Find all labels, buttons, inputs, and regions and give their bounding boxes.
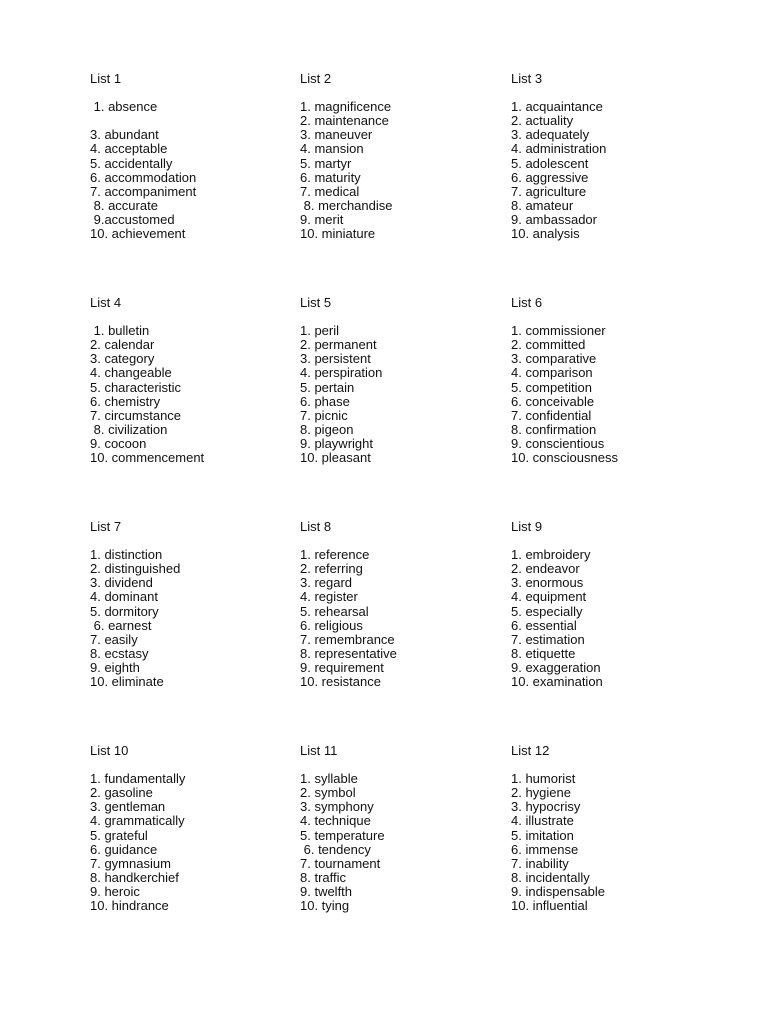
list-item: 1. acquaintance <box>511 99 603 115</box>
list-item: 10. miniature <box>300 226 376 242</box>
list-item: 7. gymnasium <box>90 855 171 871</box>
list-item: 1. embroidery <box>511 547 591 563</box>
list-item: 9. eighth <box>90 659 140 675</box>
list-item: 2. gasoline <box>90 785 153 801</box>
list-item: 10. consciousness <box>511 450 618 466</box>
list-item: 6. religious <box>300 617 363 633</box>
list-item: 5. martyr <box>300 155 352 171</box>
list-item: 5. temperature <box>300 827 385 843</box>
list-item: 9. cocoon <box>90 435 147 451</box>
list-item: 6. maturity <box>300 169 361 185</box>
list-item: 3. symphony <box>300 799 374 815</box>
list-item: 9. requirement <box>300 659 384 675</box>
list-item: 1. bulletin <box>90 323 150 339</box>
list-item: 4. technique <box>300 813 371 829</box>
list-item: 4. mansion <box>300 141 364 157</box>
list-item: 9. merit <box>300 211 344 227</box>
list-item: 8. accurate <box>90 197 158 213</box>
list-item: 6. immense <box>511 841 579 857</box>
list-item: 5. pertain <box>300 379 355 395</box>
list-block-6 <box>511 296 711 465</box>
list-item: 6. tendency <box>300 841 371 857</box>
spacer <box>300 758 500 772</box>
list-item: 6. conceivable <box>511 393 595 409</box>
list-item: 8. merchandise <box>300 197 393 213</box>
list-item: 1. fundamentally <box>90 771 186 787</box>
spacer <box>511 534 711 548</box>
list-item: 2. symbol <box>300 785 356 801</box>
list-title: List 1 <box>90 71 122 86</box>
list-block-3 <box>511 72 711 241</box>
list-title: List 11 <box>300 743 338 758</box>
list-block-2 <box>300 72 500 241</box>
list-item: 4. dominant <box>90 589 158 605</box>
spacer <box>511 758 711 772</box>
list-item: 4. illustrate <box>511 813 574 829</box>
list-item: 8. representative <box>300 645 397 661</box>
list-block-5 <box>300 296 500 465</box>
list-item: 1. commissioner <box>511 323 606 339</box>
list-title: List 4 <box>90 295 122 310</box>
list-block-9 <box>511 520 711 689</box>
list-title: List 9 <box>511 519 543 534</box>
list-item: 5. adolescent <box>511 155 589 171</box>
list-item: 1. reference <box>300 547 370 563</box>
list-item: 6. phase <box>300 393 350 409</box>
list-item: 3. regard <box>300 575 353 591</box>
list-item: 6. aggressive <box>511 169 589 185</box>
list-item: 3. dividend <box>90 575 153 591</box>
list-item: 3. enormous <box>511 575 584 591</box>
list-item: 8. incidentally <box>511 869 590 885</box>
list-item: 6. accommodation <box>90 169 197 185</box>
list-item: 3. gentleman <box>90 799 166 815</box>
list-item: 8. etiquette <box>511 645 576 661</box>
list-item: 9. playwright <box>300 435 373 451</box>
list-item: 2. hygiene <box>511 785 571 801</box>
list-item: 5. rehearsal <box>300 603 369 619</box>
list-item: 1. absence <box>90 99 158 115</box>
list-item: 9. conscientious <box>511 435 605 451</box>
list-title: List 6 <box>511 295 543 310</box>
list-block-11 <box>300 744 500 913</box>
list-item: 2. endeavor <box>511 561 580 577</box>
list-item: 8. traffic <box>300 869 347 885</box>
list-item: 7. circumstance <box>90 407 182 423</box>
list-item: 3. comparative <box>511 351 597 367</box>
list-item: 2. maintenance <box>300 113 389 129</box>
list-item: 3. persistent <box>300 351 371 367</box>
list-item: 1. magnificence <box>300 99 392 115</box>
list-title: List 7 <box>90 519 122 534</box>
list-item: 2. distinguished <box>90 561 181 577</box>
list-item: 7. picnic <box>300 407 348 423</box>
list-item: 8. amateur <box>511 197 574 213</box>
list-item: 7. medical <box>300 183 360 199</box>
list-item: 6. chemistry <box>90 393 161 409</box>
list-item: 9. indispensable <box>511 883 605 899</box>
list-item: 1. humorist <box>511 771 576 787</box>
spacer <box>90 310 290 324</box>
list-item: 5. dormitory <box>90 603 159 619</box>
list-item: 4. comparison <box>511 365 593 381</box>
list-item: 8. pigeon <box>300 421 354 437</box>
list-item: 7. estimation <box>511 631 585 647</box>
list-block-12 <box>511 744 711 913</box>
spacer <box>90 534 290 548</box>
list-item: 4. equipment <box>511 589 587 605</box>
list-item: 6. earnest <box>90 617 152 633</box>
list-block-7 <box>90 520 290 689</box>
list-item: 10. eliminate <box>90 674 164 690</box>
list-item: 4. acceptable <box>90 141 168 157</box>
list-item: 5. competition <box>511 379 592 395</box>
list-item: 7. inability <box>511 855 569 871</box>
list-title: List 12 <box>511 743 550 758</box>
list-item: 10. pleasant <box>300 450 371 466</box>
spacer <box>300 86 500 100</box>
list-item: 4. perspiration <box>300 365 383 381</box>
list-item: 10. examination <box>511 674 603 690</box>
list-item: 3. category <box>90 351 155 367</box>
spacer <box>511 310 711 324</box>
list-item: 2. actuality <box>511 113 574 129</box>
list-item: 5. characteristic <box>90 379 182 395</box>
list-item: 8. civilization <box>90 421 168 437</box>
list-item: 4. register <box>300 589 358 605</box>
list-item: 9. exaggeration <box>511 659 601 675</box>
list-item: 10. influential <box>511 898 588 914</box>
list-item <box>90 114 290 128</box>
spacer <box>300 310 500 324</box>
list-item: 1. distinction <box>90 547 163 563</box>
list-item: 8. ecstasy <box>90 645 149 661</box>
list-item: 3. maneuver <box>300 127 373 143</box>
list-item: 10. hindrance <box>90 898 169 914</box>
spacer <box>90 758 290 772</box>
list-item: 9. twelfth <box>300 883 353 899</box>
list-item: 7. remembrance <box>300 631 395 647</box>
spacer <box>300 534 500 548</box>
list-item: 10. analysis <box>511 226 580 242</box>
list-item: 7. agriculture <box>511 183 587 199</box>
list-item: 10. achievement <box>90 226 186 242</box>
list-item: 5. accidentally <box>90 155 173 171</box>
list-title: List 5 <box>300 295 332 310</box>
list-item: 7. confidential <box>511 407 592 423</box>
list-item: 9. ambassador <box>511 211 597 227</box>
list-item: 5. especially <box>511 603 583 619</box>
list-item: 7. easily <box>90 631 138 647</box>
list-item: 1. peril <box>300 323 340 339</box>
list-item: 4. administration <box>511 141 607 157</box>
list-item: 10. commencement <box>90 450 205 466</box>
list-item: 3. adequately <box>511 127 590 143</box>
list-title: List 2 <box>300 71 332 86</box>
list-item: 9.accustomed <box>90 211 175 227</box>
list-title: List 3 <box>511 71 543 86</box>
list-item: 8. confirmation <box>511 421 597 437</box>
list-item: 7. accompaniment <box>90 183 197 199</box>
list-block-4 <box>90 296 290 465</box>
list-item: 5. grateful <box>90 827 148 843</box>
list-title: List 8 <box>300 519 332 534</box>
list-item: 2. calendar <box>90 337 155 353</box>
spacer <box>511 86 711 100</box>
list-item: 6. essential <box>511 617 577 633</box>
list-block-1 <box>90 72 290 241</box>
list-item: 2. referring <box>300 561 363 577</box>
list-title: List 10 <box>90 743 129 758</box>
list-item: 10. tying <box>300 898 350 914</box>
list-item: 6. guidance <box>90 841 158 857</box>
list-item: 2. permanent <box>300 337 377 353</box>
list-item: 3. abundant <box>90 127 159 143</box>
list-item: 8. handkerchief <box>90 869 179 885</box>
list-item: 2. committed <box>511 337 586 353</box>
list-item: 4. grammatically <box>90 813 185 829</box>
list-item: 10. resistance <box>300 674 381 690</box>
list-item: 7. tournament <box>300 855 381 871</box>
list-item: 4. changeable <box>90 365 172 381</box>
list-block-10 <box>90 744 290 913</box>
list-item: 5. imitation <box>511 827 574 843</box>
list-item: 3. hypocrisy <box>511 799 581 815</box>
list-item: 1. syllable <box>300 771 358 787</box>
list-item: 9. heroic <box>90 883 140 899</box>
spacer <box>90 86 290 100</box>
list-block-8 <box>300 520 500 689</box>
